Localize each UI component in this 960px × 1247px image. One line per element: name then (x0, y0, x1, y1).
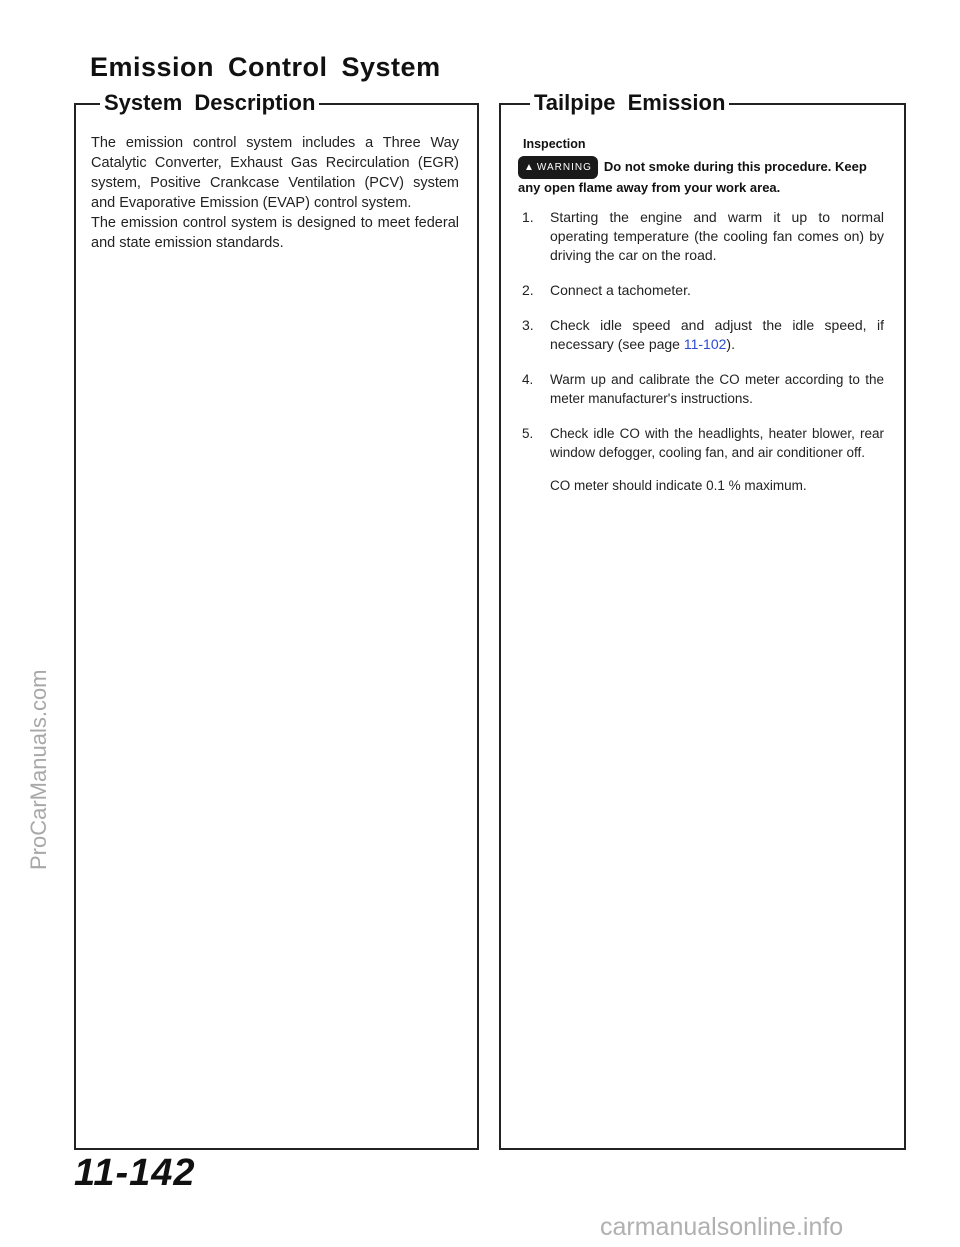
step-1 (518, 208, 884, 265)
page-link-11-102[interactable]: 11-102 (683, 336, 727, 352)
description-paragraph: The emission control system includes a Three Way Catalytic Converter, Exhaust Gas Recirculation (EGR) system, Positive Crankcase Ventilation (PCV) system and Evaporative Emission (EVAP) control system. (91, 135, 459, 211)
step-2 (518, 281, 884, 300)
system-description-text (91, 133, 459, 253)
warning-badge (518, 156, 598, 179)
watermark-carmanualsonline: carmanualsonline.info (600, 1213, 844, 1241)
step-number: 3. (522, 317, 534, 333)
step-text: Connect a tachometer. (550, 282, 691, 298)
page-title: Emission Control System (90, 52, 441, 82)
step-number: 1. (522, 209, 534, 225)
system-description-panel (74, 90, 479, 1150)
system-description-heading: System Description (100, 88, 319, 118)
watermark-procarmanuals: ProCarManuals.com (26, 669, 51, 870)
warning-label: WARNING (536, 162, 592, 173)
tailpipe-emission-panel (499, 90, 906, 1150)
inspection-steps (518, 208, 884, 511)
step-number: 2. (522, 282, 534, 298)
co-spec: CO meter should indicate 0.1 % maximum. (550, 478, 807, 493)
page-number: 11-142 (74, 1152, 196, 1194)
inspection-subheading: Inspection (523, 137, 586, 151)
warning-text: Do not smoke during this procedure. Keep any open flame away from your work area. (518, 158, 867, 195)
step-text: Warm up and calibrate the CO meter according to the meter manufacturer's instructions. (550, 372, 884, 406)
step-5 (518, 424, 884, 495)
step-text: Check idle CO with the headlights, heater blower, rear window defogger, cooling fan, and air conditioner off. (550, 426, 884, 460)
step-text: Starting the engine and warm it up to normal operating temperature (the cooling fan comes on) by driving the car on the road. (550, 209, 884, 263)
tailpipe-emission-heading: Tailpipe Emission (530, 88, 729, 118)
step-text-end: ). (726, 336, 735, 352)
step-number: 5. (522, 426, 534, 441)
step-text: Check idle speed and adjust the idle speed, if necessary (see page (550, 317, 884, 352)
step-3 (518, 316, 884, 354)
step-number: 4. (522, 372, 534, 387)
step-4 (518, 370, 884, 408)
description-paragraph: The emission control system is designed to meet federal and state emission standards. (91, 215, 459, 251)
warning-notice (518, 156, 884, 196)
warning-triangle-icon: ▲ (524, 162, 535, 173)
